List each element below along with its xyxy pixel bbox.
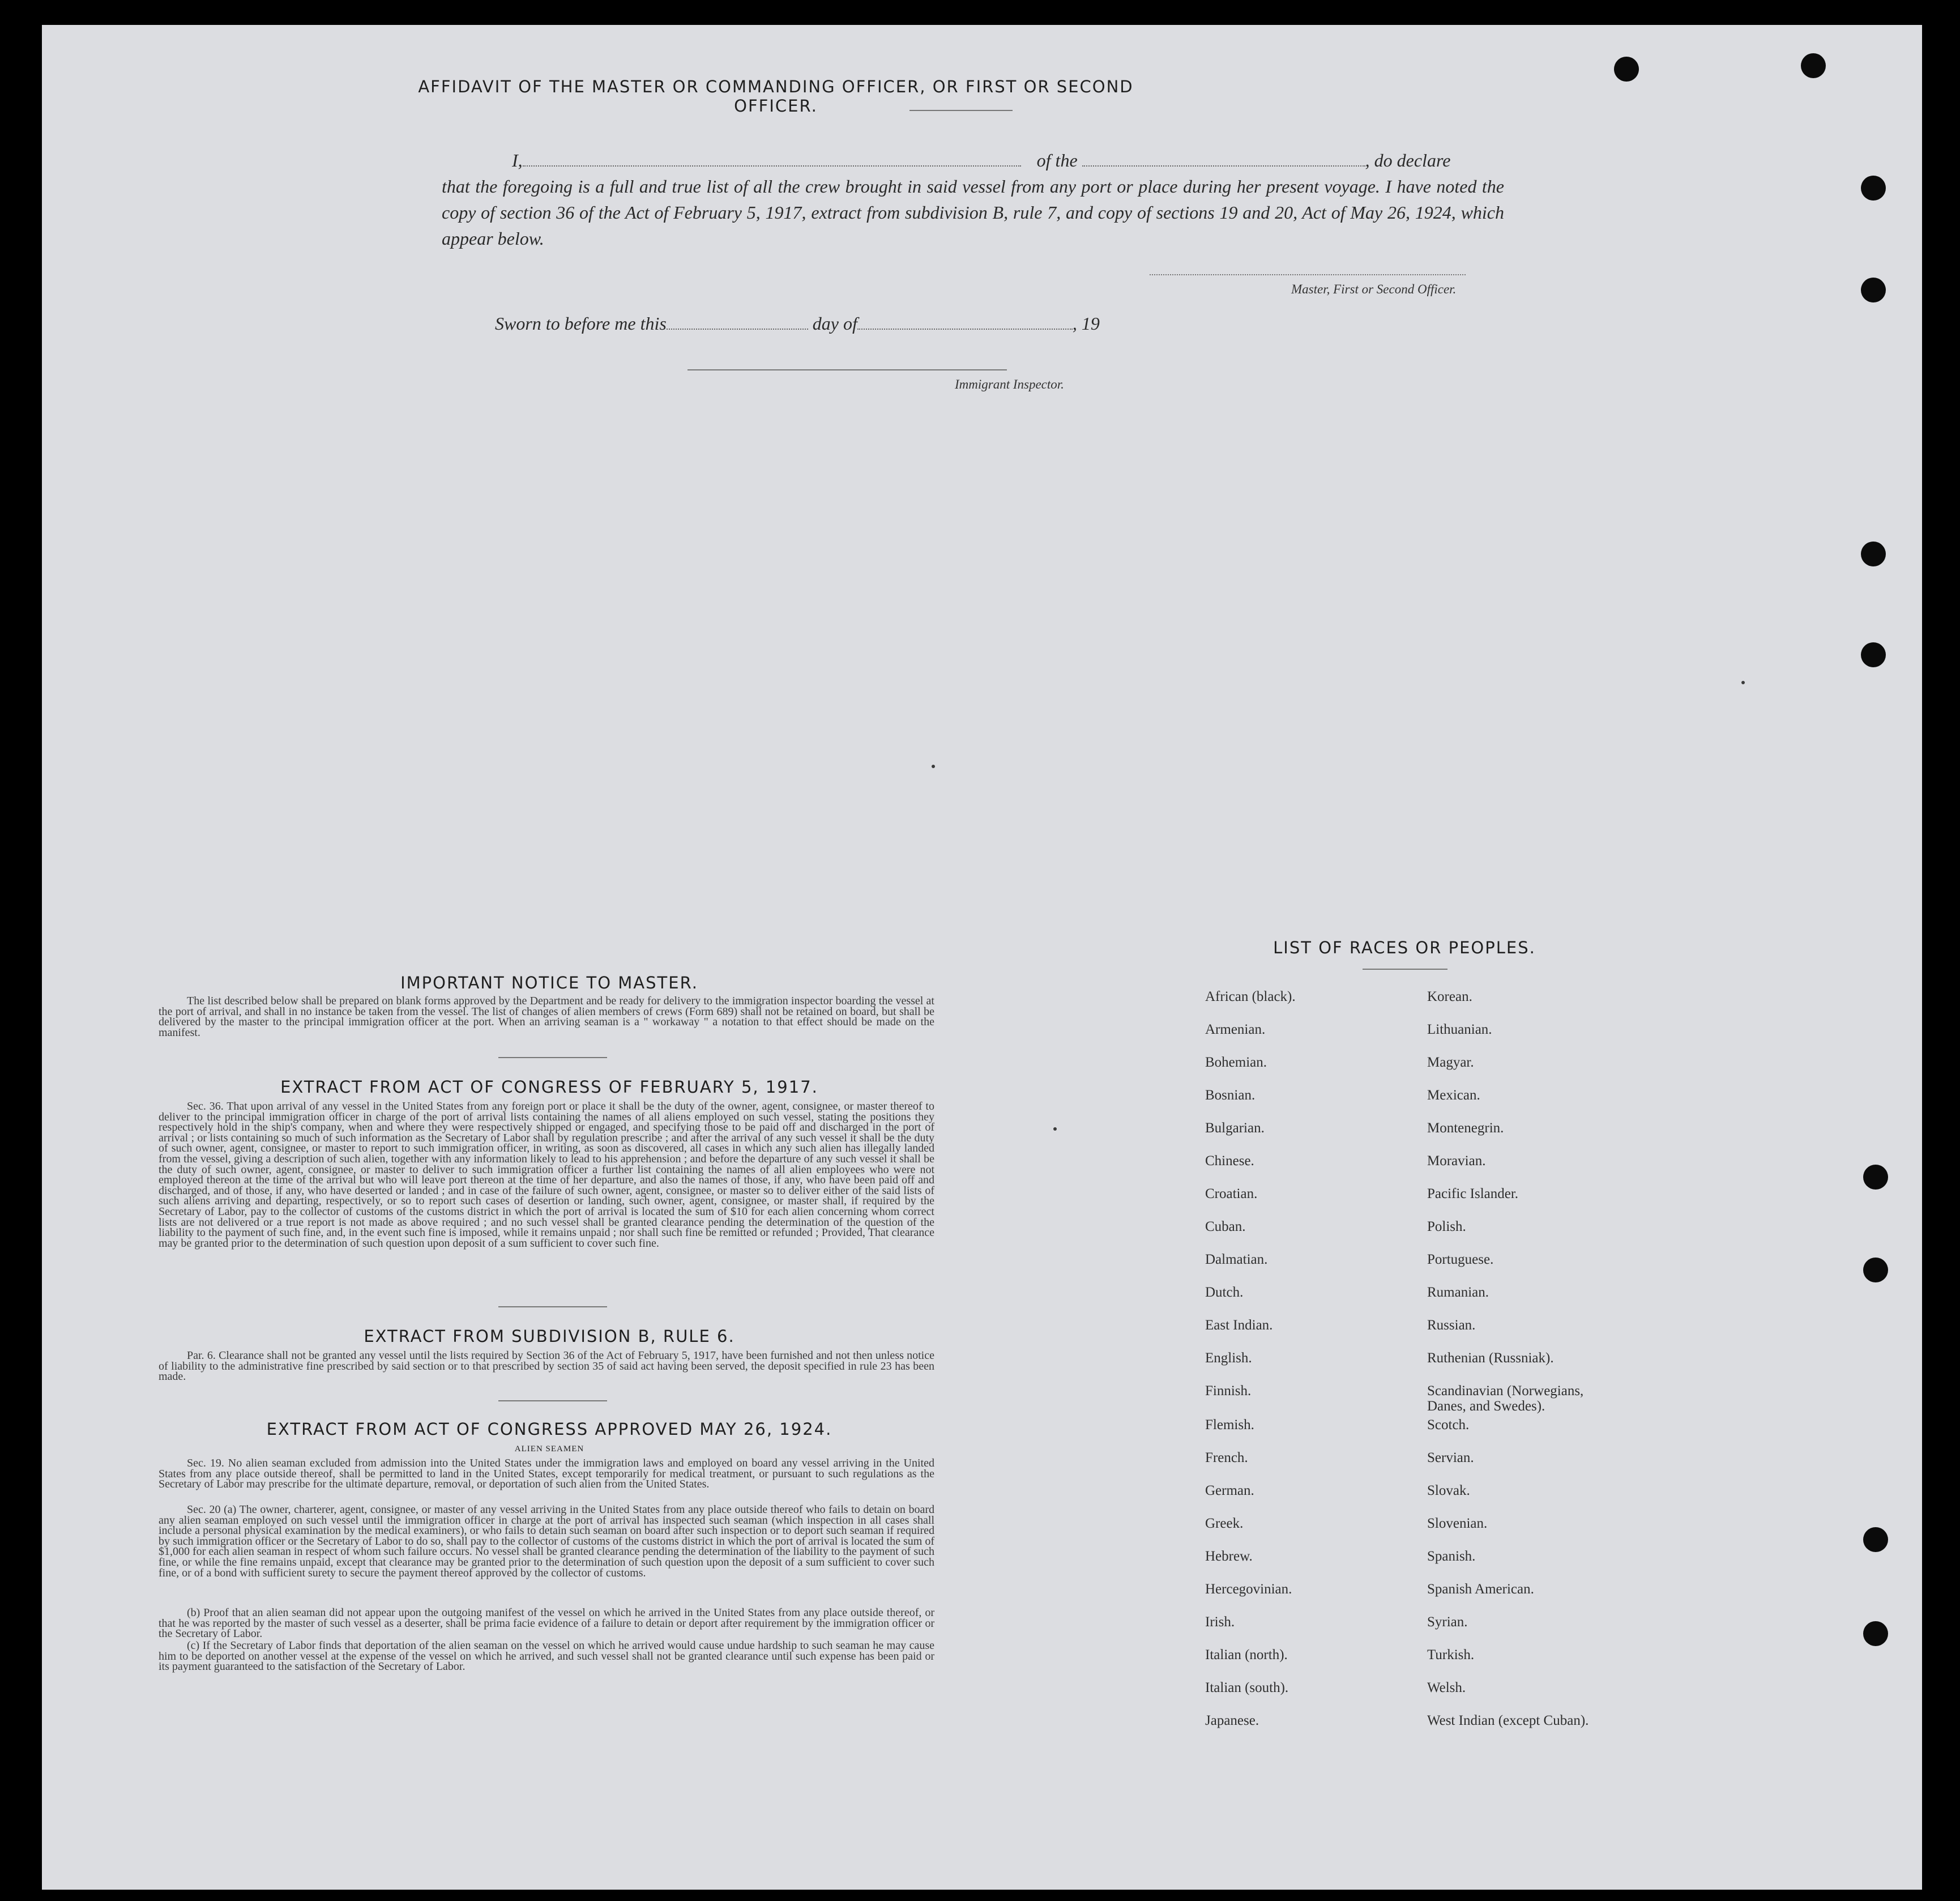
day-of-label: day of	[812, 313, 857, 334]
punch-hole	[1863, 1621, 1888, 1646]
race-item: Greek.	[1205, 1516, 1244, 1531]
punch-hole	[1861, 278, 1886, 302]
extract-1917-body: Sec. 36. That upon arrival of any vessel in the United States from any foreign port or place it shall be the duty of the owner, agent, consignee, or master thereof to deliver to the principal immigration officer in charge of the port of arrival lists containing the names of all aliens employed on such vessel, stating the positions they respectively hold in the ship's company, when and where they were respectively shipped or engaged, and specifying those to be paid off and discharged in the port of arrival ; or lists containing so much of such information as the Secretary of Labor shall by regulation prescribe ; and after the arrival of any such vessel it shall be the duty of such owner, agent, consignee, or master to report to such immigration officer, in writing, as soon as discovered, all cases in which any such alien has illegally landed from the vessel, giving a description of such alien, together with any information likely to lead to his apprehension ; and before the departure of any such vessel it shall be the duty of such owner, agent, consignee, or master to deliver to such immigration officer a further list containing the names of all alien employees who were not employed thereon at the time of the arrival but who will leave port thereon at the time of her departure, and also the names of those, if any, who have been paid off and discharged, and of those, if any, who have deserted or landed ; and in case of the failure of such owner, agent, consignee, or master so to deliver either of the said lists of such aliens arriving and departing, respectively, or so to report such cases of desertion or landing, such owner, agent, consignee, or master shall, if required by the Secretary of Labor, pay to the collector of customs of the customs district in which the port of arrival is located the sum of $10 for each alien concerning whom correct lists are not delivered or a true report is not made as above required ; and no such vessel shall be granted clearance pending the determination of the question of the liability to the payment of such fine, and, in the event such fine is imposed, while it remains unpaid ; nor shall such fine be remitted or refunded ; Provided, That clearance may be granted prior to the determination of such question upon deposit of a sum sufficient to cover such fine.	[159, 1100, 934, 1250]
race-item: French.	[1205, 1450, 1248, 1465]
divider	[498, 1057, 607, 1058]
extract-1917-title: EXTRACT FROM ACT OF CONGRESS OF FEBRUARY 5, 1917.	[280, 1077, 818, 1097]
year-prefix: , 19	[1072, 313, 1100, 334]
divider	[498, 1306, 607, 1307]
speck	[1741, 681, 1745, 684]
speck	[932, 765, 935, 768]
divider	[498, 1400, 607, 1401]
signature-line[interactable]	[1150, 274, 1466, 275]
race-item: Pacific Islander.	[1427, 1186, 1519, 1201]
punch-hole	[1614, 57, 1639, 82]
sworn-prefix: Sworn to before me this	[495, 313, 667, 334]
race-item: Lithuanian.	[1427, 1022, 1492, 1037]
inspector-label: Immigrant Inspector.	[955, 377, 1064, 391]
punch-hole	[1861, 176, 1886, 201]
race-item: Scandinavian (Norwegians, Danes, and Swedes).	[1427, 1383, 1584, 1414]
do-declare-label: , do declare	[1365, 150, 1451, 171]
notice-body: The list described below shall be prepared on blank forms approved by the Department and be ready for delivery to the immigration inspector boarding the vessel at the port of arrival, and shall in no instance be taken from the vessel. The list of changes of alien members of crews (Form 689) shall not be retained on board, but shall be delivered by the master to the principal immigration officer at the port. When an arriving seaman is a " workaway " a notation to that effect should be made on the manifest.	[159, 995, 934, 1039]
punch-hole	[1863, 1527, 1888, 1552]
race-item: Rumanian.	[1427, 1285, 1489, 1300]
race-item: Finnish.	[1205, 1383, 1252, 1399]
speck	[1053, 1127, 1057, 1131]
race-item: Korean.	[1427, 989, 1472, 1004]
day-blank[interactable]	[667, 312, 808, 330]
race-item: Servian.	[1427, 1450, 1474, 1465]
extract-rule6-title: EXTRACT FROM SUBDIVISION B, RULE 6.	[364, 1327, 735, 1346]
race-item: Russian.	[1427, 1318, 1476, 1333]
race-item: West Indian (except Cuban).	[1427, 1713, 1589, 1728]
race-item: Croatian.	[1205, 1186, 1258, 1201]
race-item: Syrian.	[1427, 1614, 1468, 1630]
races-title: LIST OF RACES OR PEOPLES.	[1273, 938, 1536, 957]
race-item: Japanese.	[1205, 1713, 1259, 1728]
vessel-blank[interactable]	[1082, 148, 1365, 167]
race-item: Cuban.	[1205, 1219, 1246, 1234]
affidavit-declaration-line	[442, 147, 1504, 173]
race-item: Spanish.	[1427, 1549, 1476, 1564]
race-item: German.	[1205, 1483, 1254, 1498]
punch-hole	[1861, 542, 1886, 566]
name-blank[interactable]	[523, 148, 1021, 167]
divider	[909, 110, 1013, 111]
extract-1924-sec19: Sec. 19. No alien seaman excluded from admission into the United States under the immigration laws and employed on board any vessel arriving in the United States from any place outside thereof, shall be permitted to land in the United States, except temporarily for medical treatment, or pursuant to such regulations as the Secretary of Labor may prescribe for the ultimate departure, removal, or deportation of such alien from the United States.	[159, 1457, 934, 1491]
race-item: Slovak.	[1427, 1483, 1470, 1498]
race-item: Polish.	[1427, 1219, 1466, 1234]
race-item: Irish.	[1205, 1614, 1235, 1630]
race-item: Flemish.	[1205, 1417, 1254, 1433]
race-item: Slovenian.	[1427, 1516, 1488, 1531]
punch-hole	[1861, 642, 1886, 667]
extract-rule6-body: Par. 6. Clearance shall not be granted any vessel until the lists required by Section 36 of the Act of February 5, 1917, have been furnished and not then unless notice of liability to the administrative fine prescribed by said section or to that prescribed by section 35 of said act having been served, the deposit specified in rule 23 has been made.	[159, 1349, 934, 1383]
race-item: Armenian.	[1205, 1022, 1266, 1037]
race-item: Hebrew.	[1205, 1549, 1253, 1564]
race-item: Dalmatian.	[1205, 1252, 1268, 1267]
race-item: English.	[1205, 1350, 1252, 1366]
race-item: Spanish American.	[1427, 1582, 1534, 1597]
of-the-label: of the	[1036, 150, 1078, 171]
race-item: Italian (north).	[1205, 1647, 1288, 1663]
extract-1924-sec20b: (b) Proof that an alien seaman did not appear upon the outgoing manifest of the vessel on which he arrived in the United States from any place outside thereof, or that he was reported by the master of such vessel as a deserter, shall be prima facie evidence of a failure to detain or deport after requirement by the immigration officer or the Secretary of Labor.	[159, 1606, 934, 1640]
race-item: Dutch.	[1205, 1285, 1244, 1300]
extract-1924-sec20a: Sec. 20 (a) The owner, charterer, agent, consignee, or master of any vessel arriving in the United States from any place outside thereof who fails to detain on board any alien seaman employed on such vessel until the immigration officer in charge at the port of arrival has inspected such seaman (which inspection in all cases shall include a personal physical examination by the medical examiners), or who fails to detain such seaman on board after such inspection or to deport such seaman if required by such immigration officer or the Secretary of Labor to do so, shall pay to the collector of customs of the customs district in which the port of arrival is located the sum of $1,000 for each alien seaman in respect of whom such failure occurs. No vessel shall be granted clearance pending the determination of the liability to the payment of such fine, or while the fine remains unpaid, except that clearance may be granted prior to the determination of such question upon the deposit of a sum sufficient to cover such fine, or of a bond with sufficient surety to secure the payment thereof approved by the collector of customs.	[159, 1503, 934, 1579]
sworn-line	[495, 310, 1175, 336]
affidavit-title: AFFIDAVIT OF THE MASTER OR COMMANDING OFFICER, OR FIRST OR SECOND OFFICER.	[418, 77, 1134, 116]
divider	[1363, 969, 1447, 970]
race-item: Scotch.	[1427, 1417, 1470, 1433]
punch-hole	[1863, 1165, 1888, 1190]
race-item: Mexican.	[1427, 1088, 1480, 1103]
race-item: Montenegrin.	[1427, 1120, 1504, 1136]
punch-hole	[1801, 53, 1826, 78]
race-item: African (black).	[1205, 989, 1296, 1004]
race-item: Welsh.	[1427, 1680, 1466, 1695]
pronoun-label: I,	[512, 150, 523, 171]
race-item: Moravian.	[1427, 1153, 1486, 1169]
extract-1924-subtitle: ALIEN SEAMEN	[514, 1444, 584, 1454]
race-item: East Indian.	[1205, 1318, 1273, 1333]
notice-title: IMPORTANT NOTICE TO MASTER.	[400, 973, 698, 992]
punch-hole	[1863, 1258, 1888, 1282]
race-item: Bohemian.	[1205, 1055, 1267, 1070]
extract-1924-sec20c: (c) If the Secretary of Labor finds that deportation of the alien seaman on the vessel on which he arrived would cause undue hardship to such seaman he may cause him to be deported on another vessel at the expense of the vessel on which he arrived, and such vessel shall not be granted clearance until such expense has been paid or its payment guaranteed to the satisfaction of the Secretary of Labor.	[159, 1639, 934, 1673]
inspector-signature-line[interactable]	[688, 369, 1007, 370]
extract-1924-title: EXTRACT FROM ACT OF CONGRESS APPROVED MAY 26, 1924.	[266, 1420, 832, 1439]
race-item: Ruthenian (Russniak).	[1427, 1350, 1554, 1366]
race-item: Turkish.	[1427, 1647, 1475, 1663]
race-item: Portuguese.	[1427, 1252, 1494, 1267]
signature-label: Master, First or Second Officer.	[1291, 282, 1457, 296]
race-item: Bulgarian.	[1205, 1120, 1265, 1136]
race-item: Bosnian.	[1205, 1088, 1256, 1103]
race-item: Hercegovinian.	[1205, 1582, 1292, 1597]
affidavit-body: that the foregoing is a full and true list of all the crew brought in said vessel from any port or place during her present voyage. I have noted the copy of section 36 of the Act of February 5, 1917, extract from subdivision B, rule 7, and copy of sections 19 and 20, Act of May 26, 1924, which appear below.	[442, 176, 1504, 249]
race-item: Italian (south).	[1205, 1680, 1289, 1695]
month-blank[interactable]	[857, 312, 1073, 330]
race-item: Magyar.	[1427, 1055, 1474, 1070]
race-item: Chinese.	[1205, 1153, 1254, 1169]
